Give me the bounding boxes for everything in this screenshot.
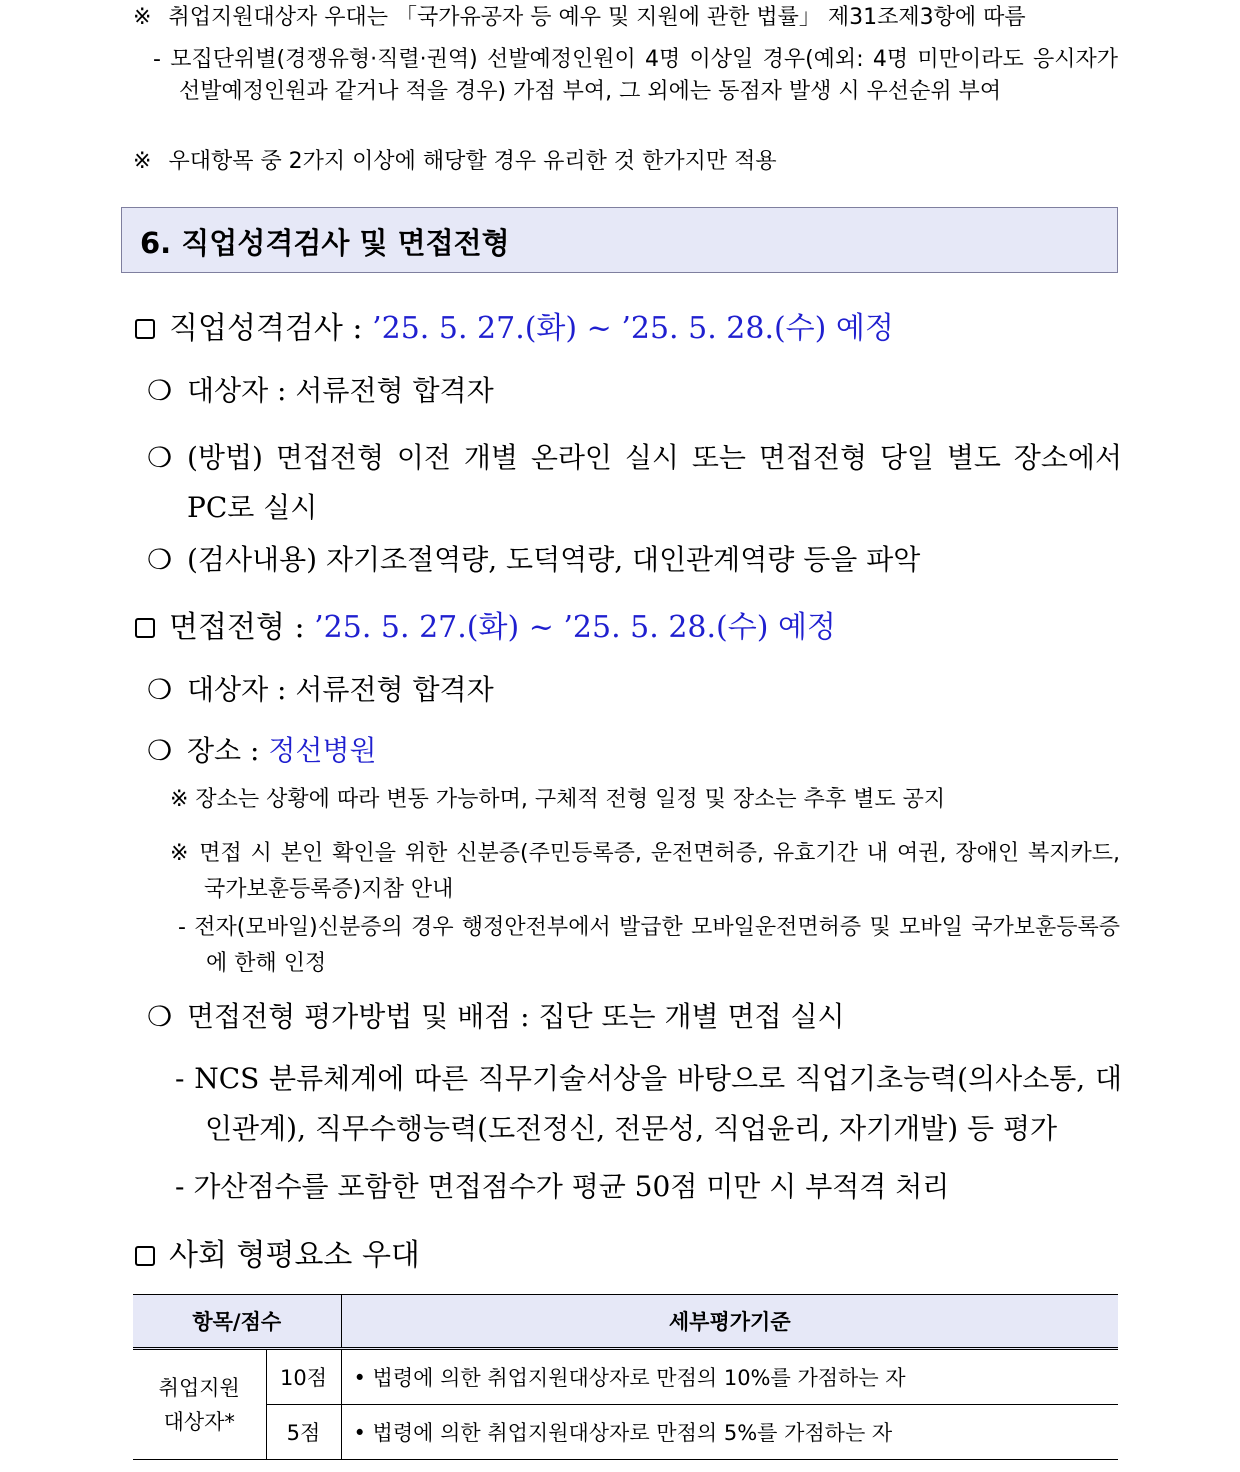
checkbox-square-icon — [135, 618, 155, 638]
aptitude-content — [147, 539, 1122, 581]
table-header-row — [133, 1295, 1118, 1349]
aptitude-method-text: (방법) 면접전형 이전 개별 온라인 실시 또는 면접전형 당일 별도 장소에서 PC로 실시 — [187, 441, 1122, 524]
interview-eval-text: 면접전형 평가방법 및 배점 : 집단 또는 개별 면접 실시 — [187, 1000, 845, 1033]
section-header — [121, 207, 1118, 273]
note-mark: ※ — [133, 5, 152, 30]
interview-eval — [147, 996, 1122, 1038]
aptitude-heading-label: 직업성격검사 : — [169, 311, 363, 346]
interview-place-value: 정선병원 — [268, 734, 377, 767]
table-row — [133, 1405, 1118, 1460]
interview-place — [147, 730, 1122, 772]
note-text: 우대항목 중 2가지 이상에 해당할 경우 유리한 것 한가지만 적용 — [168, 149, 777, 174]
category-line2: 대상자* — [163, 1409, 235, 1434]
checkbox-square-icon — [135, 319, 155, 339]
note-text: ※ 장소는 상황에 따라 변동 가능하며, 구체적 전형 일정 및 장소는 추후 별도 공지 — [170, 787, 946, 812]
interview-heading — [135, 608, 1120, 648]
circle-bullet-icon: ❍ — [147, 543, 173, 576]
aptitude-heading — [135, 309, 1120, 349]
circle-bullet-icon: ❍ — [147, 673, 173, 706]
interview-date: ’25. 5. 27.(화) ~ ’25. 5. 28.(수) 예정 — [314, 610, 836, 645]
note-text: ※ 면접 시 본인 확인을 위한 신분증(주민등록증, 운전면허증, 유효기간 내 여권, 장애인 복지카드, 국가보훈등록증)지참 안내 — [170, 841, 1120, 902]
interview-eval-cutoff — [175, 1162, 1122, 1212]
note-sub-text: - 모집단위별(경쟁유형·직렬·권역) 선발예정인원이 4명 이상일 경우(예외: 4명 미만이라도 응시자가 선발예정인원과 같거나 적을 경우) 가점 부여, 그 외에는 동점자 발생 시 우선순위 부여 — [153, 47, 1118, 104]
note-sub-text: - 전자(모바일)신분증의 경우 행정안전부에서 발급한 모바일운전면허증 및 모바일 국가보훈등록증에 한해 인정 — [178, 915, 1120, 976]
note-veterans-law — [133, 2, 1118, 34]
interview-note-id — [170, 836, 1120, 908]
interview-target — [147, 669, 1122, 711]
circle-bullet-icon: ❍ — [147, 734, 173, 767]
section-title: 6. 직업성격검사 및 면접전형 — [140, 226, 510, 260]
eval-cutoff-text: - 가산점수를 포함한 면접점수가 평균 50점 미만 시 부적격 처리 — [175, 1170, 950, 1203]
circle-bullet-icon: ❍ — [147, 441, 173, 474]
table-row — [133, 1349, 1118, 1405]
eval-criteria-text: - NCS 분류체계에 따른 직무기술서상을 바탕으로 직업기초능력(의사소통, 대인관계), 직무수행능력(도전정신, 전문성, 직업윤리, 자기개발) 등 평가 — [175, 1062, 1122, 1145]
note-single-benefit — [133, 146, 1118, 178]
circle-bullet-icon: ❍ — [147, 374, 173, 407]
social-heading — [135, 1236, 1120, 1276]
col-header-item: 항목/점수 — [133, 1295, 341, 1349]
note-bonus-condition — [153, 44, 1118, 108]
aptitude-date: ’25. 5. 27.(화) ~ ’25. 5. 28.(수) 예정 — [372, 311, 894, 346]
interview-note-mobile-id — [178, 910, 1120, 982]
criteria-cell: • 법령에 의한 취업지원대상자로 만점의 10%를 가점하는 자 — [341, 1349, 1118, 1405]
interview-eval-criteria — [175, 1054, 1122, 1154]
aptitude-target — [147, 370, 1122, 412]
social-heading-label: 사회 형평요소 우대 — [169, 1238, 420, 1273]
aptitude-target-text: 대상자 : 서류전형 합격자 — [187, 374, 494, 407]
aptitude-method — [147, 433, 1122, 533]
criteria-cell: • 법령에 의한 취업지원대상자로 만점의 5%를 가점하는 자 — [341, 1405, 1118, 1460]
checkbox-square-icon — [135, 1246, 155, 1266]
social-criteria-table — [133, 1294, 1118, 1460]
score-cell: 5점 — [266, 1405, 341, 1460]
interview-place-label: 장소 : — [187, 734, 260, 767]
interview-note-location — [170, 782, 1120, 818]
col-header-criteria: 세부평가기준 — [341, 1295, 1118, 1349]
circle-bullet-icon: ❍ — [147, 1000, 173, 1033]
category-cell — [133, 1349, 266, 1460]
score-cell: 10점 — [266, 1349, 341, 1405]
interview-heading-label: 면접전형 : — [169, 610, 305, 645]
category-line1: 취업지원 — [158, 1375, 240, 1400]
aptitude-content-text: (검사내용) 자기조절역량, 도덕역량, 대인관계역량 등을 파악 — [187, 543, 921, 576]
interview-target-text: 대상자 : 서류전형 합격자 — [187, 673, 494, 706]
note-mark: ※ — [133, 149, 152, 174]
note-text: 취업지원대상자 우대는 「국가유공자 등 예우 및 지원에 관한 법률」 제31조제3항에 따름 — [168, 5, 1026, 30]
